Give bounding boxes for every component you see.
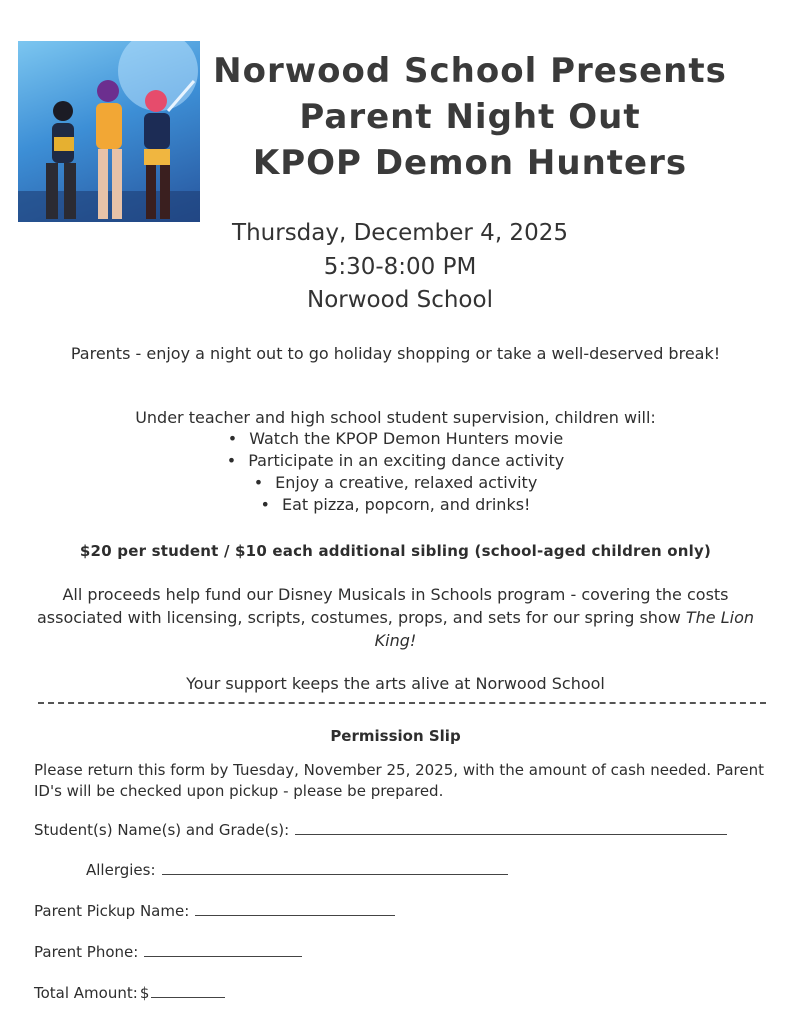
list-item: • Eat pizza, popcorn, and drinks!: [0, 494, 791, 516]
students-label: Student(s) Name(s) and Grade(s):: [34, 821, 290, 839]
allergies-input-line[interactable]: [162, 860, 508, 875]
proceeds-body: All proceeds help fund our Disney Musicals in Schools program - covering the costs associated with licensing, scripts, costumes, props, and sets for our spring show: [36, 585, 729, 627]
event-location: Norwood School: [307, 287, 493, 313]
total-amount-field: [34, 983, 225, 1002]
list-item: • Enjoy a creative, relaxed activity: [0, 472, 791, 494]
permission-slip-title: Permission Slip: [330, 727, 461, 745]
title-line-2: Parent Night Out: [299, 97, 641, 137]
phone-field: [34, 942, 302, 961]
intro-text: Parents - enjoy a night out to go holiday shopping or take a well-deserved break!: [70, 344, 721, 363]
header-titles: [200, 48, 740, 186]
permission-slip-instructions: Please return this form by Tuesday, November 25, 2025, with the amount of cash needed. Parent ID's will be checked upon pickup - please be prepared.: [34, 761, 764, 800]
proceeds-text: [30, 583, 761, 652]
support-text: Your support keeps the arts alive at Norwood School: [186, 674, 605, 693]
pricing-text: $20 per student / $10 each additional sibling (school-aged children only): [79, 542, 712, 560]
event-time: 5:30-8:00 PM: [323, 254, 477, 280]
pickup-name-input-line[interactable]: [195, 901, 395, 916]
pickup-name-label: Parent Pickup Name:: [34, 902, 190, 920]
total-amount-label: Total Amount:: [34, 984, 138, 1002]
title-line-3: KPOP Demon Hunters: [252, 143, 688, 183]
pickup-name-field: [34, 901, 395, 920]
total-currency: $: [139, 984, 150, 1002]
total-amount-input-line[interactable]: [151, 983, 225, 998]
event-date: Thursday, December 4, 2025: [232, 220, 568, 246]
show-title: The Lion King!: [374, 608, 755, 650]
list-item: • Participate in an exciting dance activity: [0, 450, 791, 472]
phone-label: Parent Phone:: [34, 943, 139, 961]
allergies-label: Allergies:: [86, 861, 156, 879]
students-input-line[interactable]: [295, 820, 727, 835]
title-line-1: Norwood School Presents: [213, 51, 727, 91]
activities-intro: Under teacher and high school student supervision, children will:: [135, 408, 656, 427]
movie-poster-image: [18, 41, 200, 222]
students-field: [34, 820, 727, 839]
phone-input-line[interactable]: [144, 942, 302, 957]
allergies-field: [86, 860, 508, 879]
list-item: • Watch the KPOP Demon Hunters movie: [0, 428, 791, 450]
cut-line-divider: [38, 702, 766, 704]
activities-list: [0, 428, 791, 516]
